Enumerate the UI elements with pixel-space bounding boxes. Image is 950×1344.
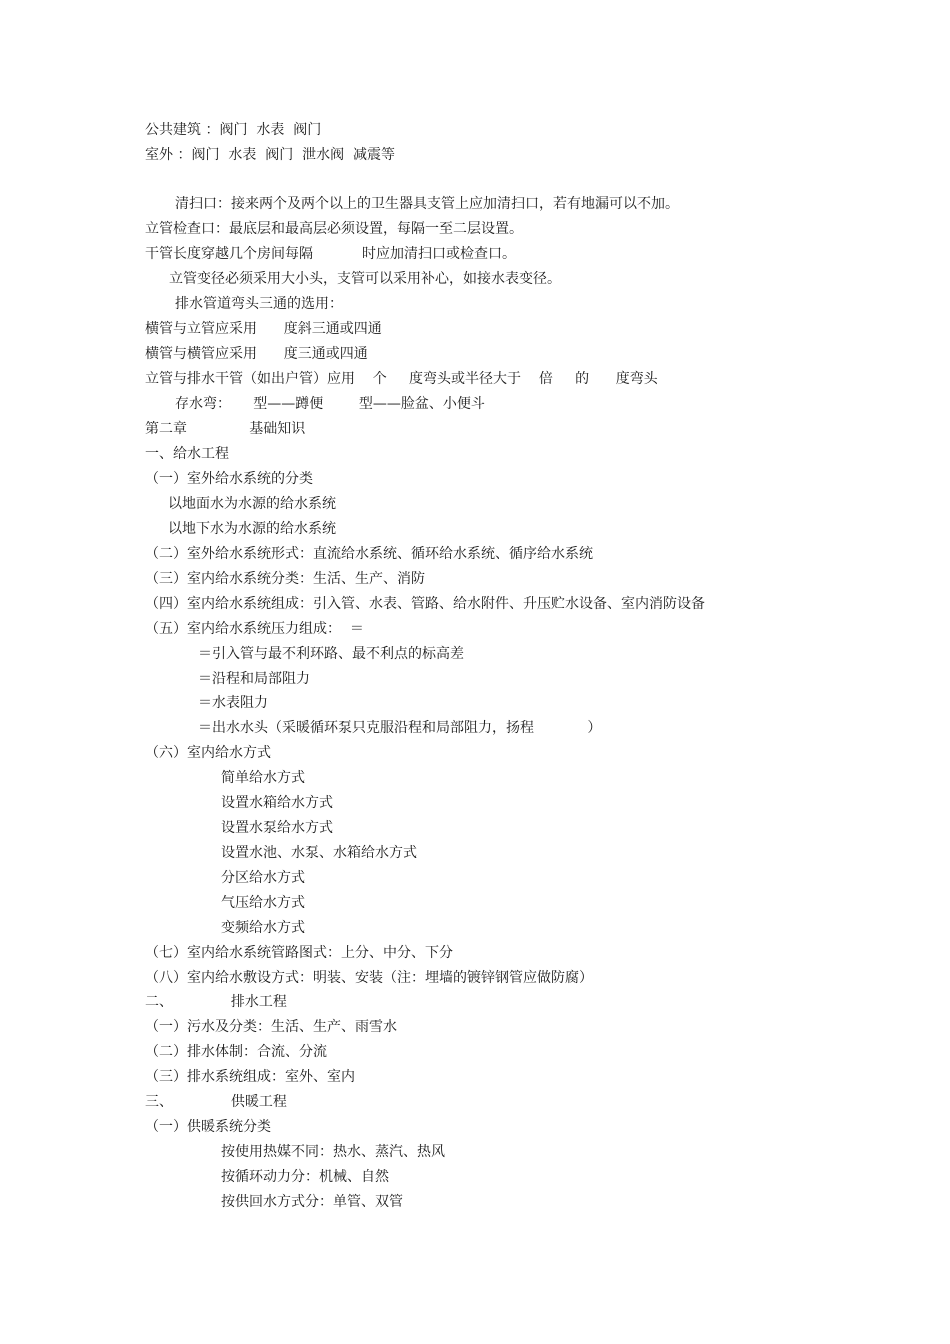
text-line: 公共建筑 ：阀门 水表 阀门	[145, 122, 322, 138]
text-line: ＝沿程和局部阻力	[198, 671, 310, 687]
text-line: （七）室内给水系统管路图式：上分、中分、下分	[145, 945, 453, 961]
text-line: （三）室内给水系统分类：生活、生产、消防	[145, 571, 425, 587]
text-line: 气压给水方式	[221, 895, 305, 911]
section-heading: 二、 排水工程	[145, 994, 287, 1010]
text-line: 设置水池、水泵、水箱给水方式	[221, 845, 417, 861]
text-line: （五）室内给水系统压力组成： ＝	[145, 621, 364, 637]
section-heading: 三、 供暖工程	[145, 1094, 287, 1110]
text-line: ＝水表阻力	[198, 695, 268, 711]
text-line: （一）室外给水系统的分类	[145, 471, 313, 487]
text-line: （三）排水系统组成：室外、室内	[145, 1069, 355, 1085]
text-line: 按循环动力分：机械、自然	[221, 1169, 389, 1185]
text-line: （二）排水体制：合流、分流	[145, 1044, 327, 1060]
text-line: 以地下水为水源的给水系统	[168, 521, 336, 537]
text-line: （四）室内给水系统组成：引入管、水表、管路、给水附件、升压贮水设备、室内消防设备	[145, 596, 705, 612]
text-line: （六）室内给水方式	[145, 745, 271, 761]
text-line: （一）供暖系统分类	[145, 1119, 271, 1135]
text-line: 排水管道弯头三通的选用：	[175, 296, 343, 312]
text-line: 立管变径必须采用大小头，支管可以采用补心，如接水表变径。	[169, 271, 561, 287]
text-line: 分区给水方式	[221, 870, 305, 886]
text-line: ＝引入管与最不利环路、最不利点的标高差	[198, 646, 464, 662]
text-line: （八）室内给水敷设方式：明装、安装（注：埋墙的镀锌钢管应做防腐）	[145, 970, 593, 986]
text-line: 设置水泵给水方式	[221, 820, 333, 836]
text-line: 干管长度穿越几个房间每隔 时应加清扫口或检查口。	[145, 246, 516, 262]
text-line: （一）污水及分类：生活、生产、雨雪水	[145, 1019, 397, 1035]
text-line: 横管与立管应采用 度斜三通或四通	[145, 321, 382, 337]
text-line: 按供回水方式分：单管、双管	[221, 1194, 403, 1210]
text-line: 室外 ：阀门 水表 阀门 泄水阀 减震等	[145, 147, 396, 163]
text-line: 存水弯： 型——蹲便 型——脸盆、小便斗	[175, 396, 485, 412]
text-line: 立管检查口：最底层和最高层必须设置，每隔一至二层设置。	[145, 221, 523, 237]
text-line: 按使用热媒不同：热水、蒸汽、热风	[221, 1144, 445, 1160]
text-line: （二）室外给水系统形式：直流给水系统、循环给水系统、循序给水系统	[145, 546, 593, 562]
text-line: 立管与排水干管（如出户管）应用 个 度弯头或半径大于 倍 的 度弯头	[145, 371, 658, 387]
text-line: 设置水箱给水方式	[221, 795, 333, 811]
text-line: 以地面水为水源的给水系统	[168, 496, 336, 512]
text-line: 变频给水方式	[221, 920, 305, 936]
text-line: 横管与横管应采用 度三通或四通	[145, 346, 368, 362]
text-line: ＝出水水头（采暖循环泵只克服沿程和局部阻力，扬程 ）	[198, 720, 602, 736]
section-heading: 一、给水工程	[145, 446, 229, 462]
text-line: 清扫口：接来两个及两个以上的卫生器具支管上应加清扫口，若有地漏可以不加。	[175, 196, 679, 212]
text-line: 简单给水方式	[221, 770, 305, 786]
chapter-heading: 第二章 基础知识	[145, 421, 306, 437]
